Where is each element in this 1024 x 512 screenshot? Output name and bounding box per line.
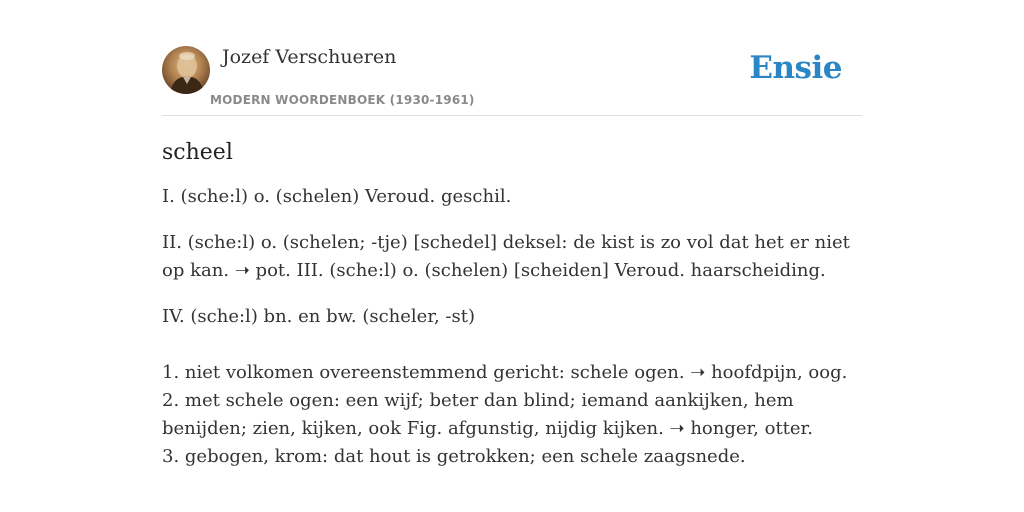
author-avatar[interactable] — [162, 46, 210, 94]
ensie-logo[interactable]: Ensie — [749, 50, 842, 86]
definition-text: IV. (sche:l) bn. en bw. (scheler, -st) — [162, 306, 475, 327]
sense-item: 1. niet volkomen overeenstemmend gericht: schele ogen. ➝ hoofdpijn, oog. — [162, 362, 848, 383]
sense-item: 3. gebogen, krom: dat hout is getrokken; een schele zaagsnede. — [162, 446, 746, 467]
portrait-icon — [162, 46, 210, 94]
headword: scheel — [162, 140, 233, 165]
definition-paragraph — [162, 303, 862, 331]
sense-list — [162, 359, 862, 471]
entry-card — [162, 46, 862, 489]
dictionary-source[interactable]: MODERN WOORDENBOEK (1930-1961) — [210, 93, 475, 107]
author-header — [162, 46, 862, 116]
entry-body — [162, 183, 862, 471]
definition-paragraph: II. (sche:l) o. (schelen; -tje) [schedel] deksel: de kist is zo vol dat het er niet op kan. ➝ pot. III. (sche:l) o. (schelen) [scheiden] Veroud. haarscheiding. — [162, 232, 850, 281]
author-name[interactable]: Jozef Verschueren — [222, 46, 397, 68]
definition-paragraph: I. (sche:l) o. (schelen) Veroud. geschil. — [162, 186, 512, 207]
sense-item: 2. met schele ogen: een wijf; beter dan blind; iemand aankijken, hem benijden; zien, kijken, ook Fig. afgunstig, nijdig kijken. ➝ honger, otter. — [162, 390, 813, 439]
